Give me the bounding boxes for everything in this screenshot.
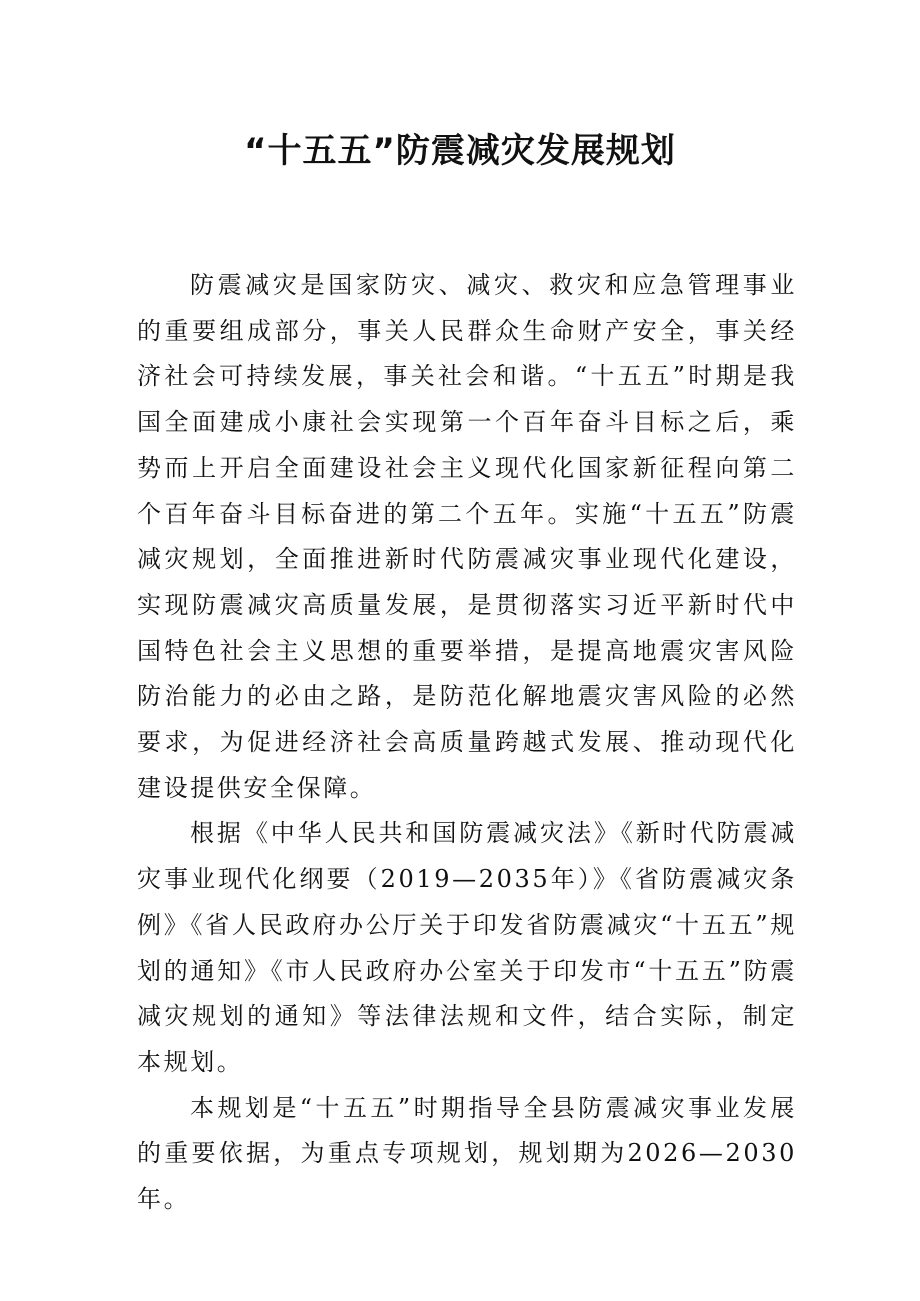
document-body [137,263,797,1223]
paragraph-introduction: 防震减灾是国家防灾、减灾、救灾和应急管理事业的重要组成部分，事关人民群众生命财产安全，事关经济社会可持续发展，事关社会和谐。“十五五”时期是我国全面建成小康社会实现第一个百年奋斗目标之后，乘势而上开启全面建设社会主义现代化国家新征程向第二个百年奋斗目标奋进的第二个五年。实施“十五五”防震减灾规划，全面推进新时代防震减灾事业现代化建设，实现防震减灾高质量发展，是贯彻落实习近平新时代中国特色社会主义思想的重要举措，是提高地震灾害风险防治能力的必由之路，是防范化解地震灾害风险的必然要求，为促进经济社会高质量跨越式发展、推动现代化建设提供安全保障。 [137,271,797,802]
document-title: “十五五”防震减灾发展规划 [244,131,676,171]
paragraph-scope: 本规划是“十五五”时期指导全县防震减灾事业发展的重要依据，为重点专项规划，规划期为2026—2030年。 [137,1093,797,1214]
paragraph-legal-basis: 根据《中华人民共和国防震减灾法》《新时代防震减灾事业现代化纲要（2019—2035年）》《省防震减灾条例》《省人民政府办公厅关于印发省防震减灾“十五五”规划的通知》《市人民政府办公室关于印发市“十五五”防震减灾规划的通知》等法律法规和文件，结合实际，制定本规划。 [137,819,797,1076]
